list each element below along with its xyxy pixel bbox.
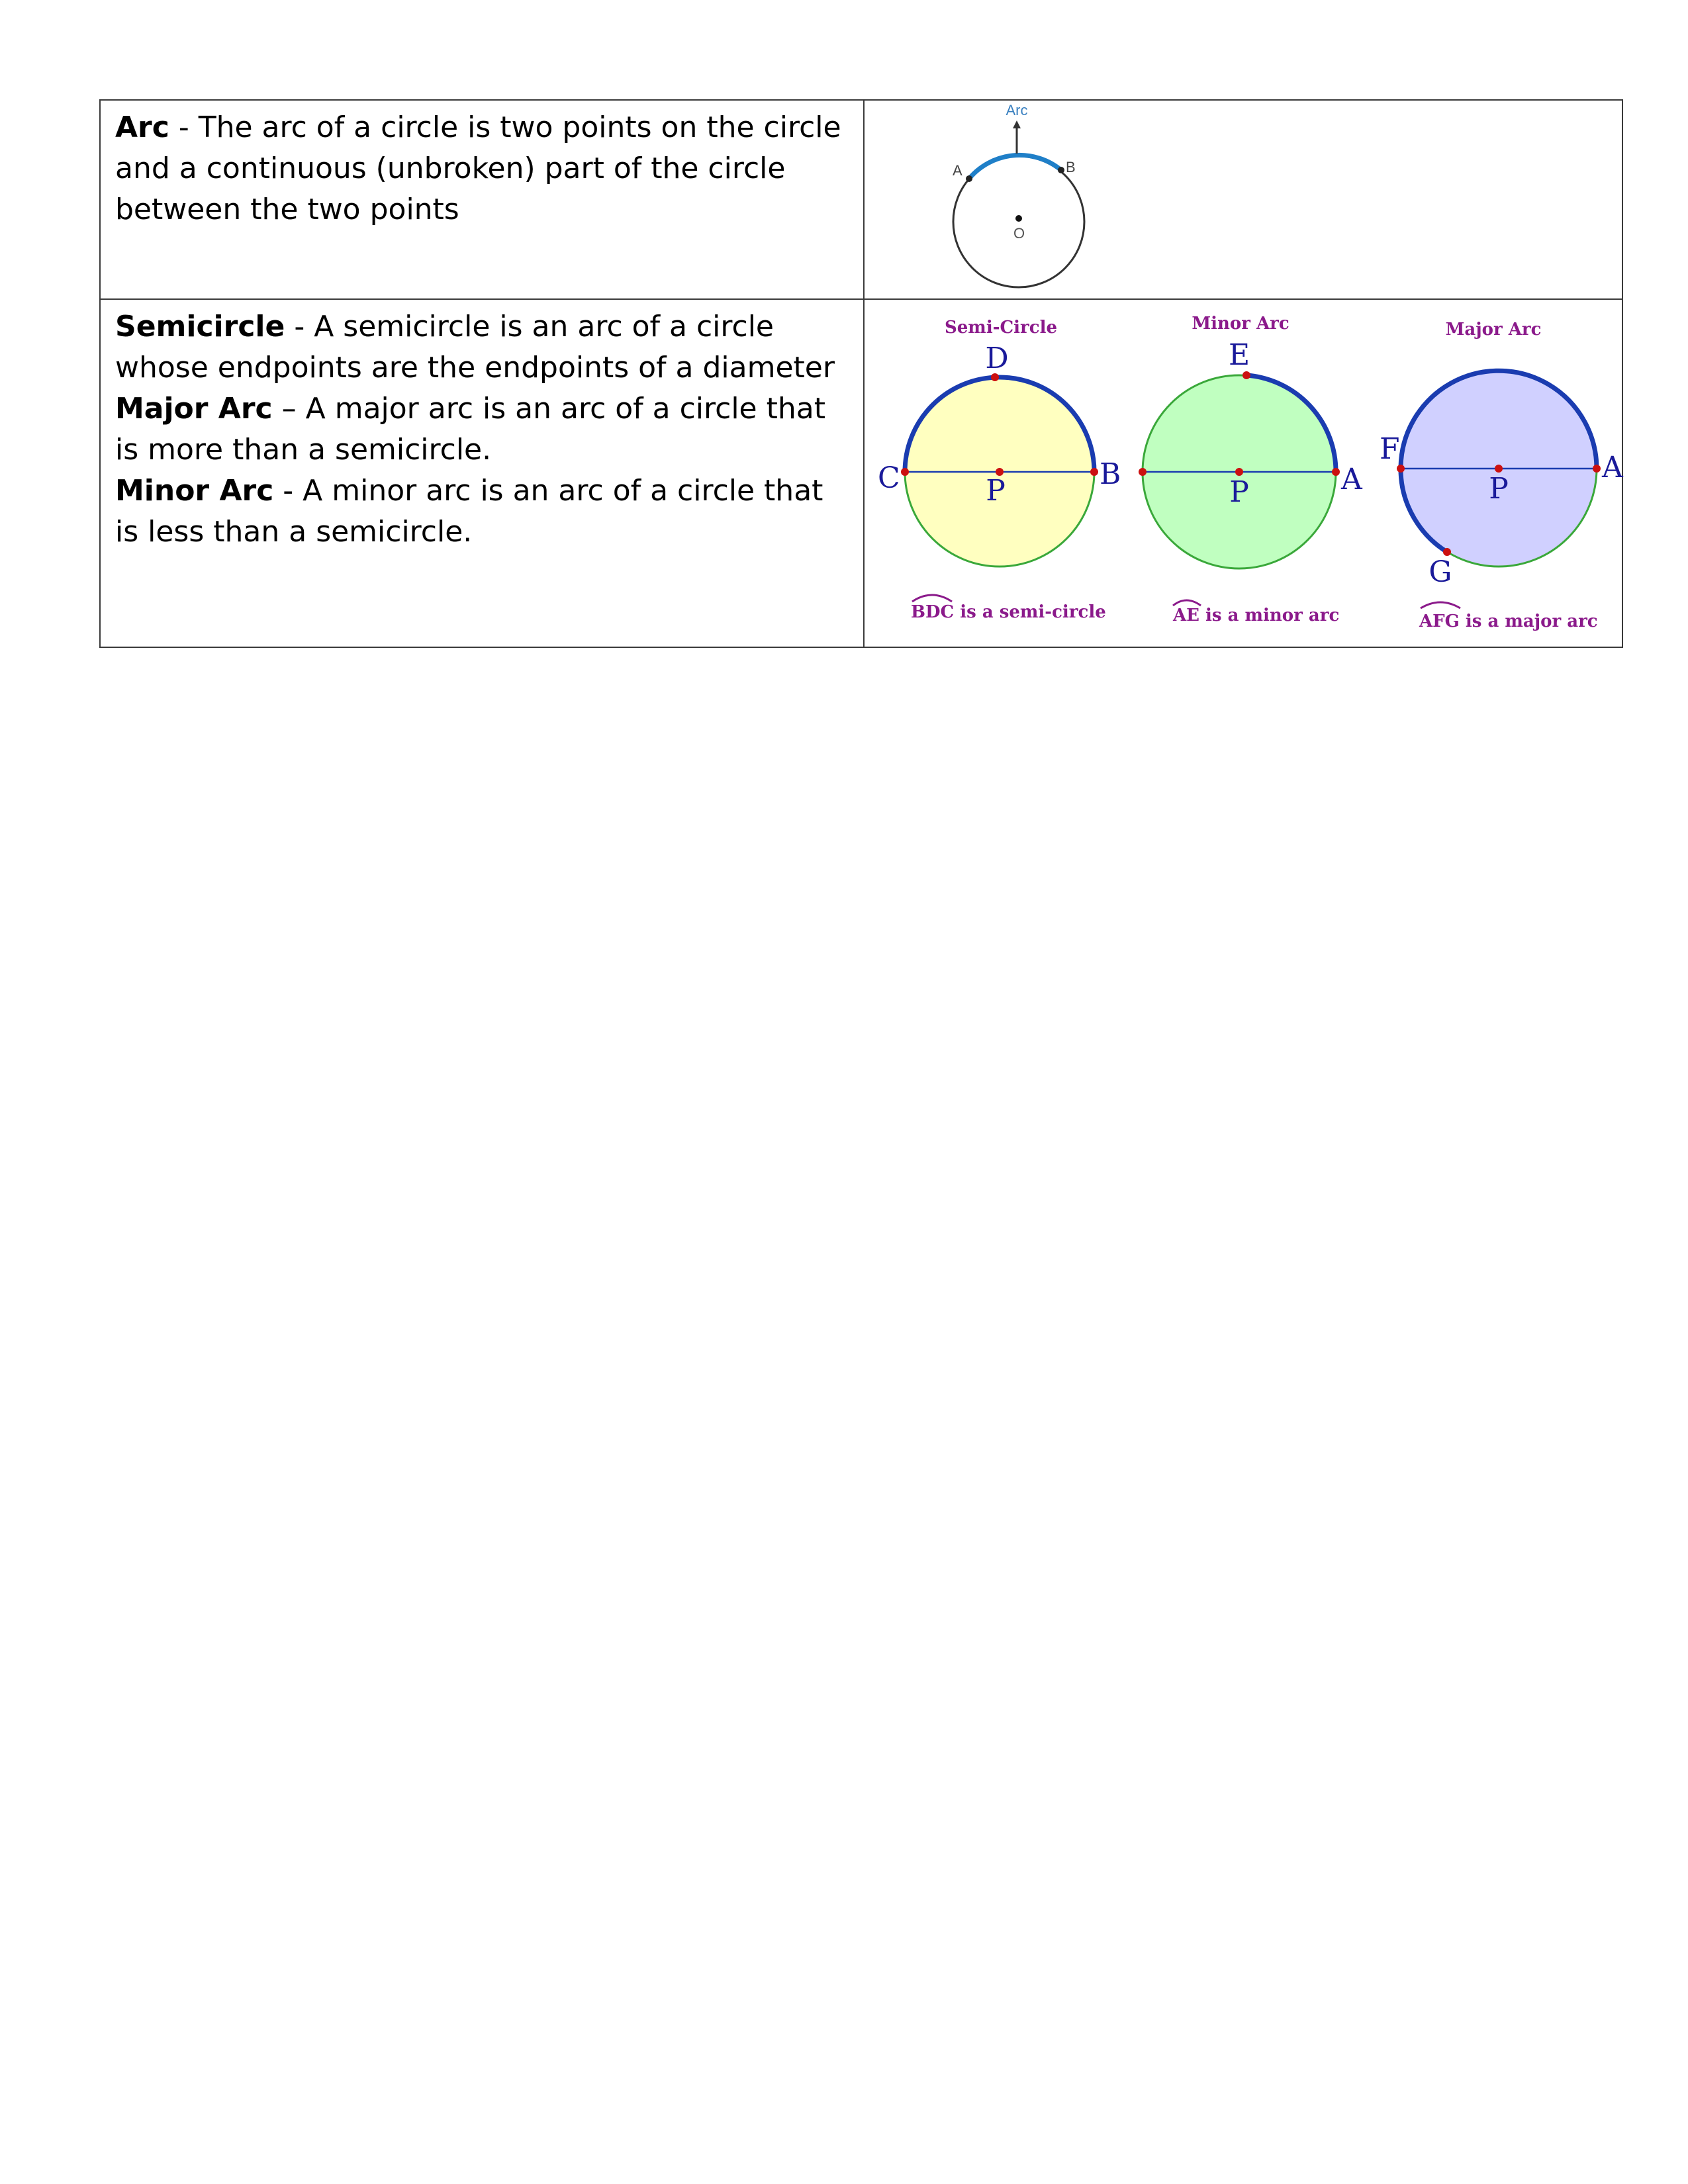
arc-name: AFG [1419,612,1460,631]
point-a-dot [1593,465,1601,473]
arc-symbol [1173,600,1201,606]
left-end-dot [1139,468,1147,476]
major-arc-definition [115,388,849,471]
arc-figure-cell [864,100,1622,299]
minor-arc-panel [1139,314,1363,625]
point-f-label: F [1380,432,1400,466]
arc-types-definition-cell [100,299,864,647]
term-minor-arc: Minor Arc [115,474,274,508]
minor-arc-caption [1172,606,1339,625]
separator: - [285,310,314,343]
arc-diagram [865,101,1652,292]
separator: - [169,111,199,144]
minor-arc-definition [115,471,849,553]
term-major-arc: Major Arc [115,392,273,426]
point-e-label: E [1228,338,1250,372]
semicircle-caption [911,602,1106,622]
arc-types-diagram [865,300,1652,640]
term-arc: Arc [115,111,169,144]
arc-types-figure-cell [864,299,1622,647]
minor-arc-definition-text: A minor arc is an arc of a circle that is less than a semicircle. [115,474,823,549]
arc-types-row [100,299,1622,647]
semicircle-definition [115,306,849,388]
major-arc-panel [1380,320,1624,631]
semicircle-title: Semi-Circle [944,318,1058,338]
caption-text: is a major arc [1459,612,1598,631]
point-d-label: D [985,341,1009,375]
arc-label: Arc [1006,102,1028,118]
arc-symbol [1421,602,1460,608]
center-p-label: P [1229,475,1249,509]
arc-name: BDC [911,602,955,622]
point-b-dot [1058,167,1064,173]
center-p-label: P [986,474,1006,508]
point-a-label: A [953,162,962,179]
semicircle-panel [878,318,1121,622]
separator: – [272,392,306,426]
center-dot [1015,215,1022,222]
point-c-dot [901,468,909,476]
center-label: O [1013,225,1025,242]
caption-text: is a semi-circle [954,602,1106,622]
arc-pointer-head [1013,120,1021,128]
point-a-dot [1332,468,1340,476]
point-a-label: A [1341,463,1362,496]
point-c-label: C [878,461,900,495]
center-p-label: P [1489,472,1509,506]
point-g-label: G [1429,555,1452,589]
point-e-dot [1243,371,1250,379]
point-a-dot [966,175,972,182]
arc-name: AE [1173,606,1199,625]
arc-definition-text: The arc of a circle is two points on the circle and a continuous (unbroken) part of the circle between the two points [115,111,841,226]
arc-definition [115,107,849,230]
caption-text: is a minor arc [1199,606,1340,625]
separator: - [273,474,303,508]
arc-definition-cell [100,100,864,299]
semicircle-definition-text: A semicircle is an arc of a circle whose endpoints are the endpoints of a diameter [115,310,835,385]
point-b-label: B [1066,159,1076,175]
major-arc-definition-text: A major arc is an arc of a circle that is more than a semicircle. [115,392,825,467]
point-b-dot [1090,468,1098,476]
definitions-table [99,99,1623,648]
point-a-label: A [1602,451,1623,484]
term-semicircle: Semicircle [115,310,285,343]
major-arc-caption [1419,612,1598,631]
arc-symbol [912,595,952,602]
arc-row [100,100,1622,299]
point-b-label: B [1100,457,1121,491]
minor-arc-title: Minor Arc [1192,314,1289,334]
highlighted-arc [969,155,1061,179]
major-arc-title: Major Arc [1445,320,1542,340]
